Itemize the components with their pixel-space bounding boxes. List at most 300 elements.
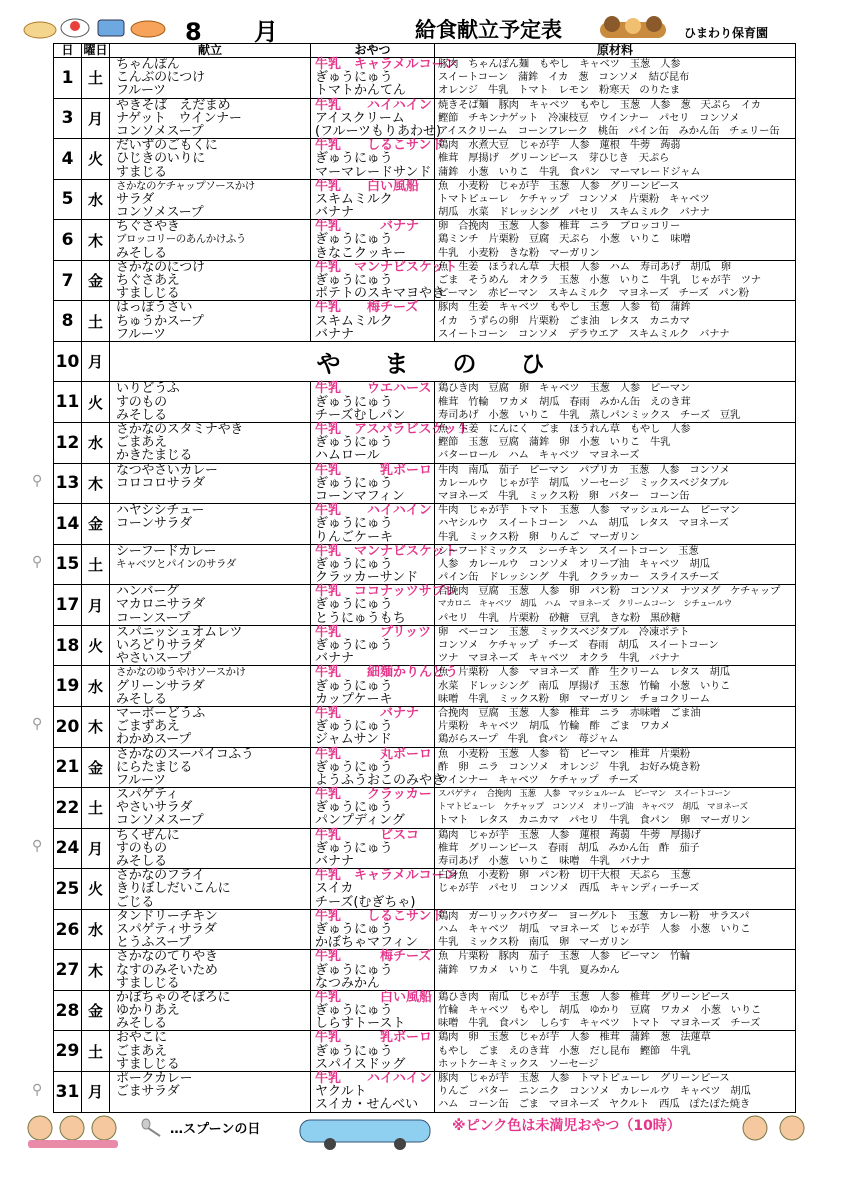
table-row [54,139,796,180]
snack-line: ぎゅうにゅう [315,638,393,653]
ing-line: 牛乳 ミックス粉 卵 りんご マーガリン [438,530,640,543]
menu-line: マカロニサラダ [116,597,205,613]
ing-line: 豚肉 生姜 キャベツ もやし 玉葱 人参 筍 蒲鉾 [438,301,691,314]
menu-line: みそしる [116,245,167,261]
table-row [54,1072,796,1113]
ing-line: 魚 小麦粉 玉葱 人参 筍 ピーマン 椎茸 片栗粉 [438,747,691,760]
table-row [54,423,796,464]
menu-line [110,531,310,544]
snack-cell [311,665,459,707]
menu-line: さかなのてりやき [116,949,218,965]
snack-cell [311,504,435,545]
snack-line: ぎゅうにゅう [315,1003,393,1019]
snack-line: 牛乳 キャラメルコーン [315,868,458,884]
weekday-cell: 月 [82,341,110,382]
menu-cell [110,747,311,788]
menu-line: さかなのスタミナやき [116,422,244,437]
snack-line: ぎゅうにゅう [315,962,393,978]
day-cell: 12 [54,423,82,464]
day-cell: 13 [54,463,82,504]
snack-cell [311,543,458,586]
table-row [54,909,796,950]
weekday-cell: 金 [82,990,110,1031]
menu-line: やさいスープ [116,651,191,667]
ing-line: 鰹節 チキンナゲット 冷凍枝豆 ウインナー パセリ コンソメ [438,111,740,124]
day-cell: 21 [54,747,82,788]
menu-cell [110,828,311,869]
snack-line: 牛乳 丸ボーロ [315,746,433,762]
menu-line: ごじる [116,894,155,910]
ingredients-cell [435,788,796,829]
decorative-food-icons [20,12,170,42]
spoon-icon [140,1118,164,1138]
ingredients-cell [435,58,796,99]
snack-line: ぎゅうにゅう [315,232,393,248]
day-cell: 1 [54,58,82,99]
snack-line: しらすトースト [315,1016,406,1032]
menu-cell [110,58,311,99]
snack-line: カップケーキ [315,691,393,707]
ing-line: 蒲鉾 小葱 いりこ 牛乳 食パン マーマレードジャム [438,165,701,178]
menu-line: すましじる [116,1056,180,1072]
snack-line: ポテトのスキマヨやき [315,286,446,302]
children-illustration-icon [20,1110,140,1150]
snack-line: ぎゅうにゅう [315,556,393,572]
menu-line: なつやさいカレー [116,462,218,478]
ingredients-cell [435,463,796,504]
ing-line: ホットケーキミックス ソーセージ [438,1057,599,1070]
menu-line: みそしる [116,854,167,869]
ingredients-cell [435,625,796,666]
ing-line: じゃが芋 パセリ コンソメ 西瓜 キャンディーチーズ [438,882,699,895]
vehicle-illustration-icon [290,1110,450,1150]
menu-line: フルーツ [116,83,166,99]
snack-cell [311,584,458,626]
table-row [54,788,796,829]
snack-line: 牛乳 白い風船 [315,989,433,1005]
table-row [54,504,796,545]
menu-line: やさいサラダ [116,800,193,816]
day-cell: 28 [54,990,82,1031]
snack-line: ぎゅうにゅう [315,840,393,856]
snack-line: ぎゅうにゅう [315,759,393,775]
weekday-cell: 土 [82,301,110,342]
ing-line: パセリ 牛乳 片栗粉 砂糖 豆乳 きな粉 黒砂糖 [438,611,681,624]
snack-line: 牛乳 アスパラビスケット [315,422,470,437]
ing-line: スパゲティ 合挽肉 玉葱 人参 マッシュルーム ピーマン スイートコーン [438,789,731,800]
ing-line: 魚 片栗粉 人参 マヨネーズ 酢 生クリーム レタス 胡瓜 [438,666,730,679]
ing-line [435,896,795,909]
snack-line: なつみかん [315,975,381,991]
menu-cell [110,909,311,950]
snack-line: とうにゅうもち [315,610,406,626]
ingredients-cell [435,990,796,1031]
menu-line: コーンスープ [116,610,191,626]
snack-cell [311,1072,435,1113]
ing-line: イカ うずらの卵 片栗粉 ごま油 レタス カニカマ [438,314,690,327]
day-cell: 19 [54,666,82,707]
snack-line: 牛乳 乳ボーロ [315,1030,433,1046]
menu-line: ごまずあえ [116,719,180,735]
snack-cell [311,950,435,991]
day-cell: 17 [54,585,82,626]
table-row [54,1031,796,1072]
menu-line: タンドリーチキン [116,908,218,924]
menu-cell [110,706,311,747]
kids-illustration-icon [730,1110,820,1150]
weekday-cell: 火 [82,625,110,666]
snack-line: スイカ [315,881,354,897]
snack-line: ぎゅうにゅう [315,273,393,288]
ing-line: 焼きそば麺 豚肉 キャベツ もやし 玉葱 人参 葱 天ぷら イカ [438,98,761,111]
snack-line: ぎゅうにゅう [315,1043,393,1059]
snack-line: ぎゅうにゅう [315,516,393,532]
ingredients-cell [435,950,796,991]
ingredients-cell [435,828,796,869]
snack-line: 牛乳 乳ボーロ [315,462,433,478]
table-row [54,666,796,707]
menu-line [110,490,310,503]
day-cell: 4 [54,139,82,180]
snack-line: コーンマフィン [315,488,405,504]
menu-cell [110,463,311,504]
ing-line: 合挽肉 豆腐 玉葱 人参 椎茸 ニラ 赤味噌 ごま油 [438,706,701,719]
table-row [54,58,796,99]
spoon-icon: ⚲ [32,838,43,855]
col-header-ingredients: 原材料 [435,44,796,58]
snack-cell [311,220,435,261]
snack-line: パンプディング [315,813,405,829]
snack-cell [311,301,435,342]
ingredients-cell [435,747,796,788]
table-row [54,950,796,991]
menu-line: フルーツ [116,326,166,342]
menu-line: ちぐさやき [116,219,180,235]
weekday-cell: 木 [82,220,110,261]
snack-cell [311,422,470,464]
snack-line: ぎゅうにゅう [315,394,393,410]
snack-line: クラッカーサンド [315,570,419,586]
snack-line: ぎゅうにゅう [315,597,393,613]
day-cell: 27 [54,950,82,991]
ing-line: 卵 ベーコン 玉葱 ミックスベジタブル 冷凍ポテト [438,625,690,638]
snack-cell [311,463,435,504]
ing-line: ウインナー キャベツ ケチャップ チーズ [438,773,639,786]
menu-line: コンソメスープ [116,123,204,139]
weekday-cell: 金 [82,504,110,545]
ing-line: 寿司あげ 小葱 いりこ 牛乳 蒸しパンミックス チーズ 豆乳 [438,408,741,421]
day-cell: 25 [54,869,82,910]
holiday-cell: やまのひ [110,341,796,382]
ing-line: 鶏肉 卵 玉葱 じゃが芋 人参 椎茸 蒲鉾 葱 法蓮草 [438,1031,711,1044]
snack-line: チーズむしパン [315,407,406,423]
menu-line: かぼちゃのそぼろに [116,989,231,1005]
ing-line: 酢 卵 ニラ コンソメ オレンジ 牛乳 お好み焼き粉 [438,760,700,773]
ing-line: トマトピューレ ケチャップ コンソメ オリーブ油 キャベツ 胡瓜 マヨネーズ [438,802,748,813]
ingredients-cell [435,1072,796,1113]
menu-line: はっぽうさい [116,300,193,316]
menu-cell [110,788,311,829]
snack-line: 牛乳 ハイハイン [315,97,432,113]
menu-line: だいずのごもくに [116,138,218,154]
ing-line: 蒲鉾 ワカメ いりこ 牛乳 夏みかん [438,963,620,976]
snack-line: チーズ(むぎちゃ) [315,894,416,910]
weekday-cell: 木 [82,706,110,747]
ing-line: 牛乳 小麦粉 きな粉 マーガリン [438,246,600,259]
ing-line: アイスクリーム コーンフレーク 桃缶 パイン缶 みかん缶 チェリー缶 [438,124,780,137]
ing-line: 豚肉 じゃが芋 玉葱 人参 トマトピューレ グリーンピース [438,1072,730,1084]
snack-line: 牛乳 マンナビスケット [315,543,458,559]
menu-line: おやこに [116,1030,167,1046]
page-title: 給食献立予定表 [415,18,562,42]
menu-line: とうふスープ [116,935,191,951]
menu-cell [110,625,311,666]
ingredients-cell [435,220,796,261]
menu-line: ごまあえ [116,435,167,451]
snack-line: ぎゅうにゅう [315,70,393,86]
animals-illustration-icon [598,14,668,42]
ingredients-cell [435,706,796,747]
menu-line: ごまあえ [116,1043,167,1059]
table-row [54,179,796,220]
ing-line: トマトピューレ ケチャップ コンソメ 片栗粉 キャベツ [438,192,710,205]
ingredients-cell [435,98,796,139]
menu-cell [110,666,311,707]
snack-line: 牛乳 梅チーズ [315,300,419,316]
weekday-cell: 月 [82,1072,110,1113]
day-cell: 29 [54,1031,82,1072]
ingredients-cell [435,909,796,950]
ing-line: 味噌 牛乳 食パン しらす キャベツ トマト マヨネーズ チーズ [438,1017,761,1030]
snack-cell [311,706,435,747]
menu-line: みそしる [116,407,167,423]
menu-line: シーフードカレー [116,543,217,559]
ing-line: 牛肉 南瓜 茄子 ピーマン パプリカ 玉葱 人参 コンソメ [438,463,730,476]
ing-line: 水菜 ドレッシング 南瓜 厚揚げ 玉葱 竹輪 小葱 いりこ [438,679,731,692]
col-header-day: 日 [54,44,82,58]
snack-cell [311,259,458,302]
menu-cell [110,220,311,261]
menu-line: ちゃんぽん [116,57,180,72]
menu-line: コロコロサラダ [116,475,205,491]
menu-line: ちゅうかスープ [116,313,204,329]
day-cell: 26 [54,909,82,950]
weekday-cell: 金 [82,747,110,788]
snack-line: ぎゅうにゅう [315,151,393,167]
menu-cell [110,179,311,220]
snack-line: 牛乳 マンナビスケット [315,259,458,275]
weekday-cell: 水 [82,423,110,464]
day-cell: 3 [54,98,82,139]
ing-line: 胡瓜 水菜 ドレッシング パセリ スキムミルク バナナ [438,206,710,219]
table-header-row [54,44,796,58]
snack-line: 牛乳 ココナッツサブレ [315,584,458,600]
header [0,0,850,44]
ingredients-cell [435,585,796,626]
snack-line: 牛乳 バナナ [315,219,420,235]
table-row [54,706,796,747]
snack-line: ヤクルト [315,1084,367,1100]
menu-cell [110,950,311,991]
spoon-icon: ⚲ [32,716,43,733]
ing-line: バターロール ハム キャベツ マヨネーズ [438,449,640,462]
ing-line: 牛乳 ミックス粉 南瓜 卵 マーガリン [438,936,630,949]
ingredients-cell [435,544,796,585]
menu-line: コンソメスープ [116,205,204,221]
menu-line: いろどりサラダ [116,638,205,653]
weekday-cell: 火 [82,869,110,910]
weekday-cell: 水 [82,179,110,220]
weekday-cell: 土 [82,788,110,829]
ingredients-cell [435,1031,796,1072]
table-row [54,747,796,788]
menu-line: なすのみそいため [116,962,218,978]
ing-line: 鰹節 玉葱 豆腐 蒲鉾 卵 小葱 いりこ 牛乳 [438,436,671,449]
menu-line: さかなのにつけ [116,259,205,275]
table-row [54,828,796,869]
menu-line: ナゲット ウインナー [116,110,242,126]
ingredients-cell [435,382,796,423]
snack-line: 牛乳 梅チーズ [315,949,432,965]
weekday-cell: 木 [82,463,110,504]
ing-line: 鶏肉 ガーリックパウダー ヨーグルト 玉葱 カレー粉 サラスパ [438,909,750,922]
snack-cell [311,382,435,423]
ing-line: 魚 生姜 にんにく ごま ほうれん草 もやし 人参 [438,423,691,435]
menu-table [53,43,796,1113]
menu-line: すのもの [116,840,167,856]
snack-line: 牛乳 プリッツ [315,624,431,640]
menu-line: きりぼしだいこんに [116,881,231,897]
spoon-icon: ⚲ [32,473,43,490]
ing-line: 味噌 牛乳 ミックス粉 卵 マーガリン チョコクリーム [438,692,710,705]
menu-line: スパゲティ [116,787,179,803]
menu-line: さかなのゆうやけソースかけ [116,666,246,679]
ing-line: マカロニ キャベツ 胡瓜 ハム マヨネーズ クリームコーン シチュールウ [438,599,732,610]
menu-line [110,1098,310,1111]
ing-line [435,977,795,990]
day-cell: 31 [54,1072,82,1113]
snack-line: ぎゅうにゅう [315,435,393,451]
snack-line: 牛乳 ハイハイン [315,1071,432,1086]
menu-line: ごまサラダ [116,1084,180,1100]
menu-line: サラダ [116,191,154,207]
ing-line: ツナ マヨネーズ キャベツ オクラ 牛乳 バナナ [438,652,680,665]
ing-line: 牛肉 じゃが芋 トマト 玉葱 人参 マッシュルーム ピーマン [438,504,740,517]
school-name: ひまわり保育園 [684,26,769,40]
snack-line: バナナ [315,326,355,342]
table-row [54,220,796,261]
menu-line: ひじきのいりに [116,151,205,167]
menu-cell [110,585,311,626]
ing-line: 魚 小麦粉 じゃが芋 玉葱 人参 グリーンピース [438,179,680,192]
snack-line: バナナ [315,854,355,869]
snack-line: トマトかんてん [315,83,407,99]
ing-line: 竹輪 キャベツ もやし 胡瓜 ゆかり 豆腐 ワカメ 小葱 いりこ [438,1004,762,1017]
day-cell: 18 [54,625,82,666]
ing-line: 片栗粉 キャベツ 胡瓜 竹輪 酢 ごま ワカメ [438,720,671,733]
menu-line [110,571,310,584]
ing-line: マヨネーズ 牛乳 ミックス粉 卵 バター コーン缶 [438,489,690,502]
snack-line: 牛乳 しるこサンド [315,908,445,924]
snack-line: (フルーツもりあわせ) [315,123,442,139]
menu-line: ブロッコリーのあんかけふう [116,233,246,246]
ing-line: りんご バター ニンニク コンソメ カレールウ キャベツ 胡瓜 [438,1085,751,1098]
snack-line: スキムミルク [315,191,393,207]
day-cell: 5 [54,179,82,220]
table-row [54,625,796,666]
weekday-cell: 土 [82,544,110,585]
snack-line: ようふうおこのみやき [315,772,446,788]
snack-line: きなこクッキー [315,245,407,261]
ing-line: シーフードミックス シーチキン スイートコーン 玉葱 [438,544,699,557]
snack-line: バナナ [315,651,355,667]
table-row [54,544,796,585]
menu-line: やきそば えだまめ [116,97,231,113]
menu-line: すましじる [116,975,180,991]
ing-line: 鶏肉 じゃが芋 玉葱 人参 蓮根 蒟蒻 牛蒡 厚揚げ [438,828,701,841]
ing-line: 白身魚 小麦粉 卵 パン粉 切干大根 天ぷら 玉葱 [438,869,691,882]
table-row [54,98,796,139]
ing-line: ピーマン 赤ピーマン スキムミルク マヨネーズ チーズ パン粉 [438,287,749,300]
menu-cell [110,1031,311,1072]
day-cell: 10 [54,341,82,382]
weekday-cell: 火 [82,382,110,423]
day-cell: 22 [54,788,82,829]
menu-line: フルーツ [116,772,166,788]
snack-line: 牛乳 ビスコ [315,827,420,843]
col-header-snack: おやつ [311,44,435,58]
snack-line: 牛乳 バナナ [315,705,420,721]
snack-cell [311,908,445,951]
ing-line: ハム コーン缶 ごま マヨネーズ ヤクルト 西瓜 ぽたぽた焼き [438,1098,750,1111]
snack-line: ジャムサンド [315,732,392,748]
snack-cell [311,788,435,829]
menu-line: わかめスープ [116,732,191,748]
ing-line: 魚 片栗粉 豚肉 茄子 玉葱 人参 ピーマン 竹輪 [438,950,691,963]
menu-line: さかなのフライ [116,868,205,884]
weekday-cell: 火 [82,139,110,180]
snack-cell [311,828,435,869]
table-row [54,585,796,626]
ing-line: 魚 生姜 ほうれん草 大根 人参 ハム 寿司あげ 胡瓜 卵 [438,260,731,273]
snack-cell [311,57,458,99]
ing-line: 椎茸 グリーンピース 春雨 胡瓜 みかん缶 酢 茄子 [438,841,700,854]
menu-cell [110,423,311,464]
snack-line: ぎゅうにゅう [315,921,393,937]
menu-cell [110,990,311,1031]
snack-cell [311,138,445,180]
ing-line: 人参 カレールウ コンソメ オリーブ油 キャベツ 胡瓜 [438,557,710,570]
ingredients-cell [435,423,796,464]
snack-line: バナナ [315,205,355,221]
snack-line: ぎゅうにゅう [315,800,393,816]
menu-line: さかなのケチャップソースかけ [116,179,255,192]
day-cell: 7 [54,260,82,301]
menu-line: みそしる [116,1016,167,1032]
ing-line: パイン缶 ドレッシング 牛乳 クラッカー スライスチーズ [438,571,719,584]
ingredients-cell [435,666,796,707]
ing-line: もやし ごま えのき茸 小葱 だし昆布 鰹節 牛乳 [438,1044,691,1057]
day-cell: 14 [54,504,82,545]
ing-line: ハヤシルウ スイートコーン ハム 胡瓜 レタス マヨネーズ [438,517,729,530]
ingredients-cell [435,301,796,342]
ingredients-cell [435,869,796,910]
ingredients-cell [435,504,796,545]
table-row [54,382,796,423]
snack-cell [311,868,458,910]
snack-line: 牛乳 白い風船 [315,178,420,194]
day-cell: 8 [54,301,82,342]
